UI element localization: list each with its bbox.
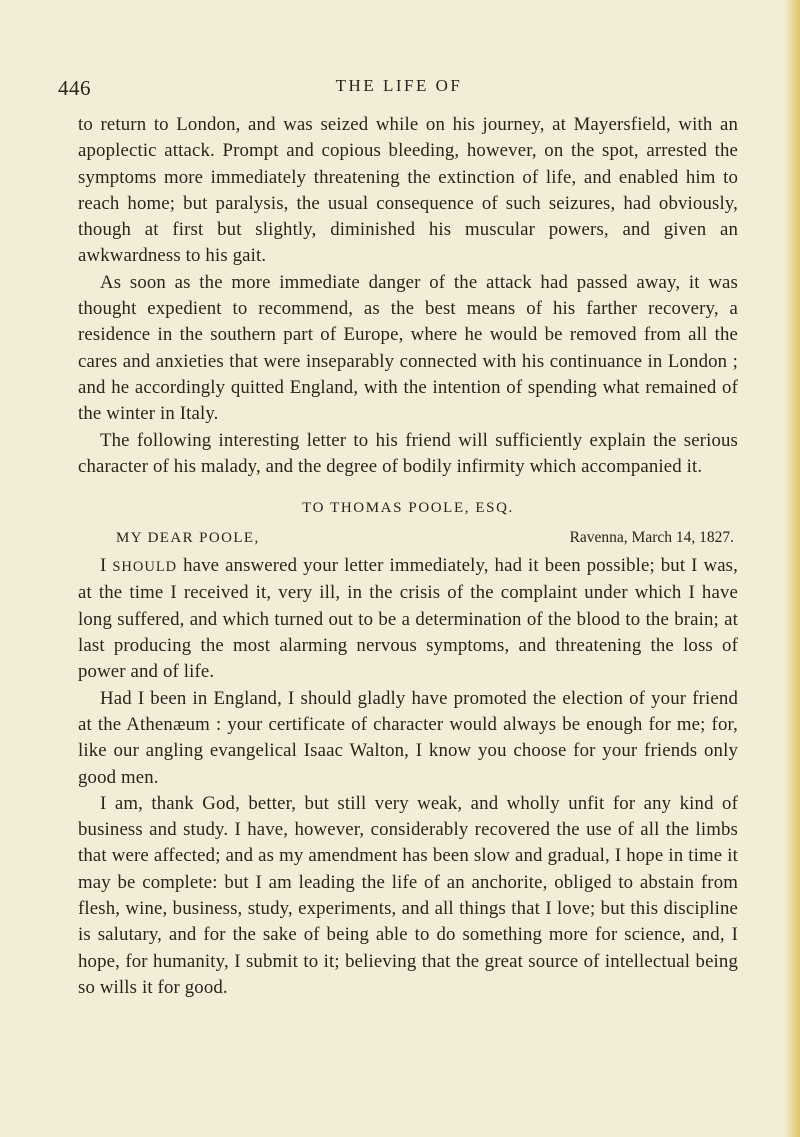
paragraph-continued: to return to London, and was seized while on his journey, at Mayersfield, with an apoplectic attack. Prompt and copious bleeding, however, on the spot, arrested the symptoms more immediately threatening the extinction of life, and enabled him to reach home; but paralysis, the usual consequence of such seizures, had obviously, though at first but slightly, diminished his muscular powers, and given an awkwardness to his gait. <box>78 114 738 267</box>
paragraph: The following interesting letter to his friend will sufficiently explain the serious character of his malady, and the degree of bodily infirmity which accompanied it. <box>78 429 738 477</box>
letter-salutation: MY DEAR POOLE, <box>116 530 260 547</box>
first-word-small-caps: SHOULD <box>112 559 178 576</box>
letter-paragraph: Had I been in England, I should gladly have promoted the election of your friend at the Athenæum : your certificate of character would always be enough for me; for, like our angling evangelical Isaac Walton, I know you choose for your friends only good men. <box>78 687 738 788</box>
letter-dateline: Ravenna, March 14, 1827. <box>569 529 734 547</box>
letter-salutation-row <box>78 526 738 550</box>
first-word-initial: I <box>100 555 107 577</box>
page-edge-shading <box>784 0 800 1137</box>
page-body <box>78 112 738 1001</box>
letter-paragraph-first-text: have answered your letter immediately, had it been possible; but I was, at the time I received it, very ill, in the crisis of the complaint under which I have long suffered, and which turned out to be a determination of the blood to the brain; at last producing the most alarming nervous symptoms, and threatening the loss of power and of life. <box>78 555 738 683</box>
letter-paragraph-first <box>78 553 738 685</box>
page-header <box>58 76 740 106</box>
letter-heading: TO THOMAS POOLE, ESQ. <box>302 500 514 517</box>
paragraph: As soon as the more immediate danger of the attack had passed away, it was thought expedient to recommend, as the best means of his farther recovery, a residence in the southern part of Europe, where he would be removed from all the cares and anxieties that were inseparably connected with his continuance in London ; and he accordingly quitted England, with the intention of spending what remained of the winter in Italy. <box>78 271 738 425</box>
running-title: THE LIFE OF <box>335 76 463 95</box>
letter-paragraph: I am, thank God, better, but still very weak, and wholly unfit for any kind of business and study. I have, however, considerably recovered the use of all the limbs that were affected; and as my amendment has been slow and gradual, I hope in time it may be complete: but I am leading the life of an anchorite, obliged to abstain from flesh, wine, business, study, experiments, and all things that I love; but this discipline is salutary, and for the sake of being able to do something more for science, and, I hope, for humanity, I submit to it; believing that the great source of intellectual being so wills it for good. <box>78 792 738 998</box>
page-number: 446 <box>58 76 91 100</box>
